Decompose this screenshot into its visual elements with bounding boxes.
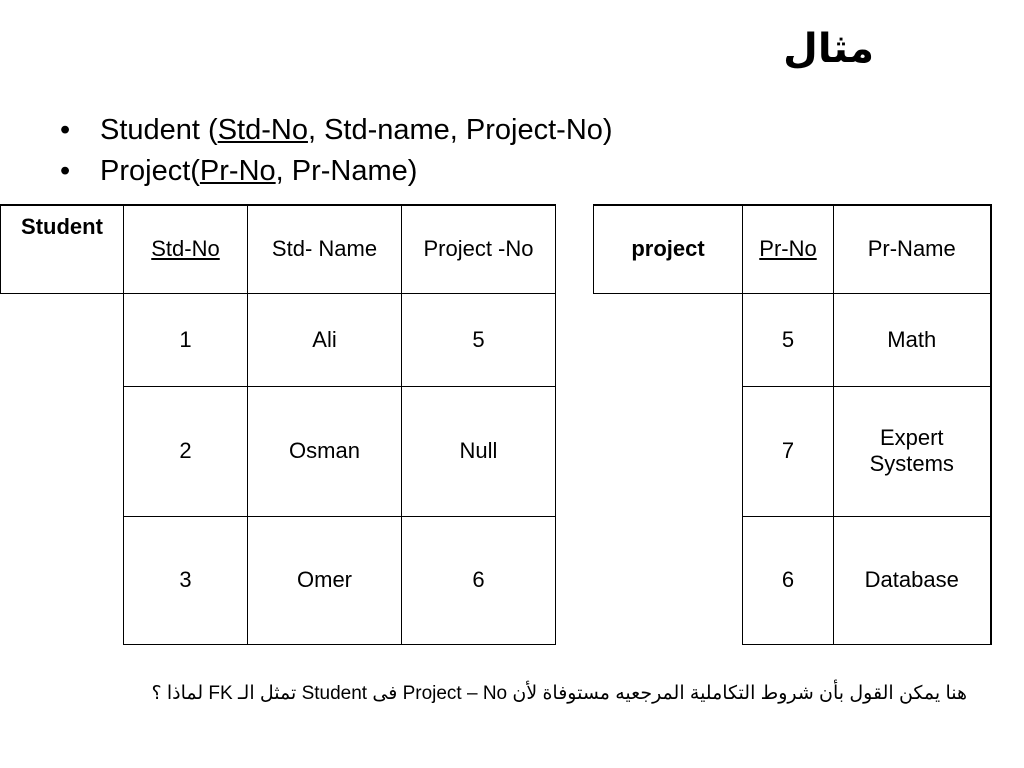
table-cell: 5 xyxy=(743,293,834,386)
footer-question: هنا يمكن القول بأن شروط التكاملية المرجعيه مستوفاة لأن Project – No فى Student تمثل الـ FK لماذا ؟ xyxy=(151,683,967,704)
header-cell: Pr-Name xyxy=(834,205,991,293)
schema-suffix: , Std-name, Project-No) xyxy=(307,114,613,146)
bullet-icon: • xyxy=(60,114,71,146)
table-cell xyxy=(834,386,991,516)
slide-title: مثال xyxy=(783,27,874,71)
project-table xyxy=(593,204,992,645)
table-header-row xyxy=(1,205,556,293)
cell-text: Expert Systems xyxy=(869,425,954,476)
table-header-row xyxy=(594,205,991,293)
schema-primary-key: Std-No xyxy=(217,114,308,146)
table-cell: 3 xyxy=(124,516,248,644)
table-label: project xyxy=(594,205,743,293)
table-cell: 5 xyxy=(402,293,556,386)
table-row xyxy=(1,516,556,644)
student-table xyxy=(0,204,556,645)
table-cell: Null xyxy=(402,386,556,516)
table-cell: Ali xyxy=(248,293,402,386)
header-cell: Project -No xyxy=(402,205,556,293)
header-cell: Pr-No xyxy=(743,205,834,293)
schema-primary-key: Pr-No xyxy=(199,155,276,187)
table-cell: Database xyxy=(834,516,991,644)
header-cell: Std-No xyxy=(124,205,248,293)
table-row xyxy=(594,293,991,386)
header-cell: Std- Name xyxy=(248,205,402,293)
table-cell: 6 xyxy=(402,516,556,644)
schema-student xyxy=(60,110,613,151)
schema-prefix: Student ( xyxy=(100,114,218,146)
table-cell: Osman xyxy=(248,386,402,516)
table-row xyxy=(1,293,556,386)
schema-prefix: Project( xyxy=(100,155,200,187)
schema-list xyxy=(60,110,613,192)
table-cell: Math xyxy=(834,293,991,386)
table-cell: Omer xyxy=(248,516,402,644)
table-row xyxy=(1,386,556,516)
table-cell: 1 xyxy=(124,293,248,386)
table-cell: 7 xyxy=(743,386,834,516)
table-cell: 2 xyxy=(124,386,248,516)
schema-project xyxy=(60,151,613,192)
bullet-icon: • xyxy=(60,155,71,187)
table-cell: 6 xyxy=(743,516,834,644)
table-row xyxy=(594,516,991,644)
schema-suffix: , Pr-Name) xyxy=(275,155,418,187)
table-label: Student xyxy=(1,205,124,293)
table-row xyxy=(594,386,991,516)
